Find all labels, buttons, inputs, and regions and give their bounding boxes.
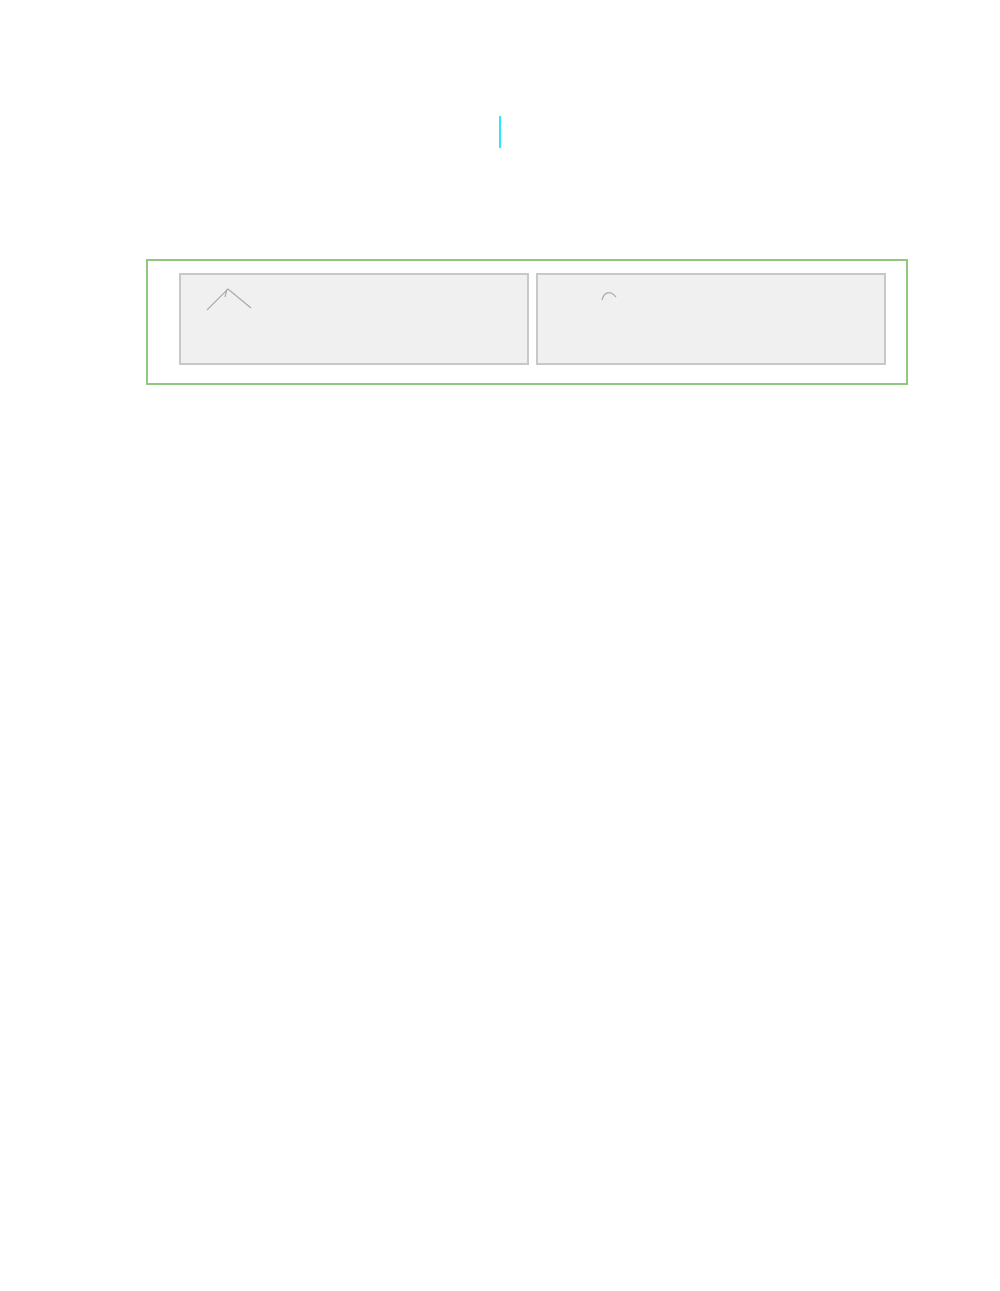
hand-drawn-arrow-icon	[538, 275, 884, 363]
rule-example-negative-base	[179, 273, 529, 365]
page-title	[0, 114, 1000, 150]
rule-example-negative-power	[536, 273, 886, 365]
rules-frame	[146, 259, 908, 385]
page-title-text	[499, 116, 501, 148]
hand-drawn-arrow-icon	[181, 275, 527, 363]
